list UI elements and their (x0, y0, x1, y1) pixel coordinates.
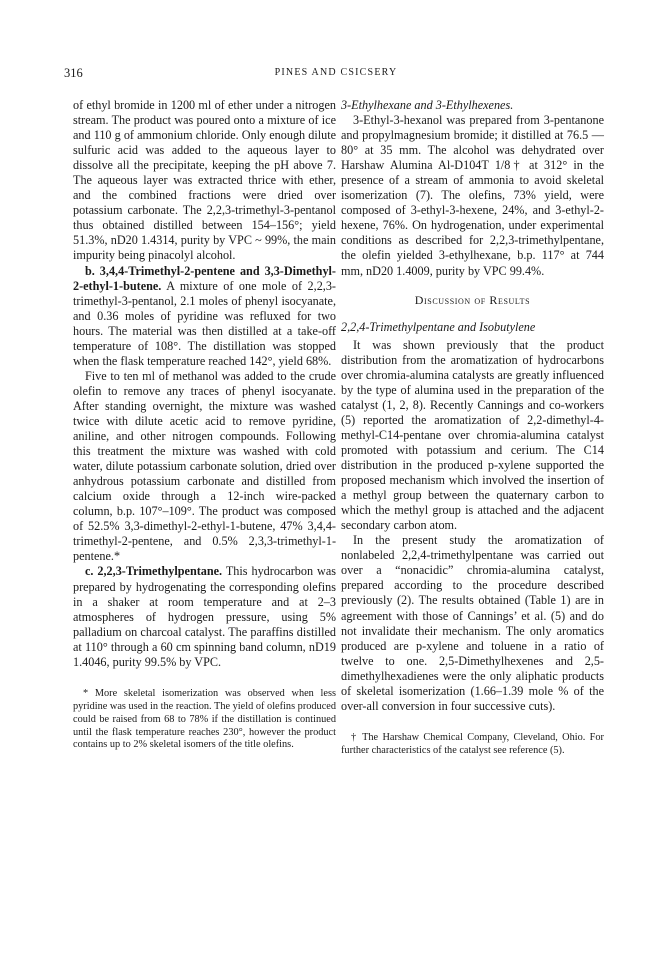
paragraph (73, 564, 336, 669)
subsection-heading: 2,2,4-Trimethylpentane and Isobutylene (341, 319, 536, 334)
paragraph-body: A mixture of one mole of 2,2,3-trimethyl-3-pentanol, 2.1 moles of phenyl isocyanate, and 0.36 moles of pyridine was refluxed for two hours. The material was then distilled at a take-off temperature of 108°. The distillation was stopped when the flask temperature reached 142°, yield 68%. (73, 278, 336, 368)
footnote: † The Harshaw Chemical Company, Cleveland, Ohio. For further characteristics of the catalyst see reference (5). (341, 731, 604, 756)
run-in-heading: c. 2,2,3-Trimethylpentane. (85, 564, 223, 579)
right-column (341, 98, 604, 758)
left-column (73, 98, 336, 752)
paragraph (73, 264, 336, 369)
footnote: * More skeletal isomerization was observed when less pyridine was used in the reaction. The yield of olefins produced could be raised from 68 to 78% if the distillation is continued until the flask temperature reaches 230°, however the product contains up to 2% skeletal isomers of the title olefins. (73, 687, 336, 751)
section-title: Discussion of Results (414, 292, 531, 307)
paragraph: of ethyl bromide in 1200 ml of ether under a nitrogen stream. The product was poured onto a mixture of ice and 110 g of ammonium chloride. Only enough dilute sulfuric acid was added to the aqueous layer to dissolve all the precipitate, keeping the pH above 7. The aqueous layer was extracted thrice with ether, and the combined fractions were dried over potassium carbonate. The 2,2,3-trimethyl-3-pentanol thus obtained distilled between 154–156°; yield 51.3%, nD20 1.4314, purity by VPC ~ 99%, the main impurity being pinacolyl alcohol. (73, 98, 336, 263)
subsection-heading: 3-Ethylhexane and 3-Ethylhexenes. (341, 98, 514, 112)
page-number: 316 (64, 66, 83, 80)
paragraph-body: This hydrocarbon was prepared by hydrogenating the corresponding olefins in a shaker at room temperature and at 2–3 atmospheres of hydrogen pressure, using 5% palladium on charcoal catalyst. The paraffins distilled at 110° through a 60 cm spinning band column, nD19 1.4046, purity 99.5% by VPC. (73, 564, 336, 669)
running-head: PINES AND CSICSERY (274, 67, 398, 78)
run-in-heading: b. 3,4,4-Trimethyl-2-pentene and 3,3-Dimethyl-2-ethyl-1-butene. (73, 263, 336, 293)
paragraph: In the present study the aromatization of nonlabeled 2,2,4-trimethylpentane was carried out over a “nonacidic” chromia-alumina catalyst, prepared according to the procedure described previously (2). The results obtained (Table 1) are in agreement with those of Cannings’ et al. (5) and do not invalidate their mechanism. The only aromatics produced are p-xylene and toluene in a ratio of twelve to one. 2,5-Dimethylhexenes and 2,5-dimethylhexadienes were the only aliphatic products of skeletal isomerization (1.66–1.39 mole % of the over-all conversion in four successive cuts). (341, 533, 604, 713)
paragraph: Five to ten ml of methanol was added to the crude olefin to remove any traces of phenyl isocyanate. After standing overnight, the mixture was washed twice with dilute acetic acid to remove pyridine, aniline, and other nitrogen compounds. Following this treatment the mixture was washed with cold water, dilute potassium carbonate solution, dried over anhydrous potassium carbonate and distilled from calcium oxide through a 12-inch wire-packed column, b.p. 107°–109°. The product was composed of 52.5% 3,3-dimethyl-2-ethyl-1-butene, 47% 3,4,4-trimethyl-2-pentene, and 0.5% 2,3,3-trimethyl-1-pentene.* (73, 368, 336, 564)
page-header (64, 66, 608, 82)
paragraph: It was shown previously that the product distribution from the aromatization of hydrocarbons over chromia-alumina catalysts are greatly influenced by the type of alumina used in the preparation of the catalyst (1, 2, 8). Recently Cannings and co-workers (5) reported the aromatization of 2,2-dimethyl-4-methyl-C14-pentane over chromia-alumina catalyst promoted with potassium and cerium. The C14 distribution in the produced p-xylene supported the proposed mechanism which involved the insertion of a methyl group between the quaternary carbon to which the methyl group is attached and the adjacent secondary carbon atom. (341, 337, 604, 533)
paragraph: 3-Ethyl-3-hexanol was prepared from 3-pentanone and propylmagnesium bromide; it distilled at 76.5 — 80° at 35 mm. The alcohol was dehydrated over Harshaw Alumina Al-D104T 1/8† at 312° in the presence of a stream of ammonia to avoid skeletal isomerization (7). The olefins, 73% yield, were composed of 3-ethyl-3-hexene, 24%, and 3-ethyl-2-hexene, 76%. On hydrogenation, under experimental conditions as described for 2,2,3-trimethylpentane, the olefin yielded 3-ethylhexane, b.p. 117° at 744 mm, nD20 1.4009, purity by VPC 99.4%. (341, 113, 604, 278)
